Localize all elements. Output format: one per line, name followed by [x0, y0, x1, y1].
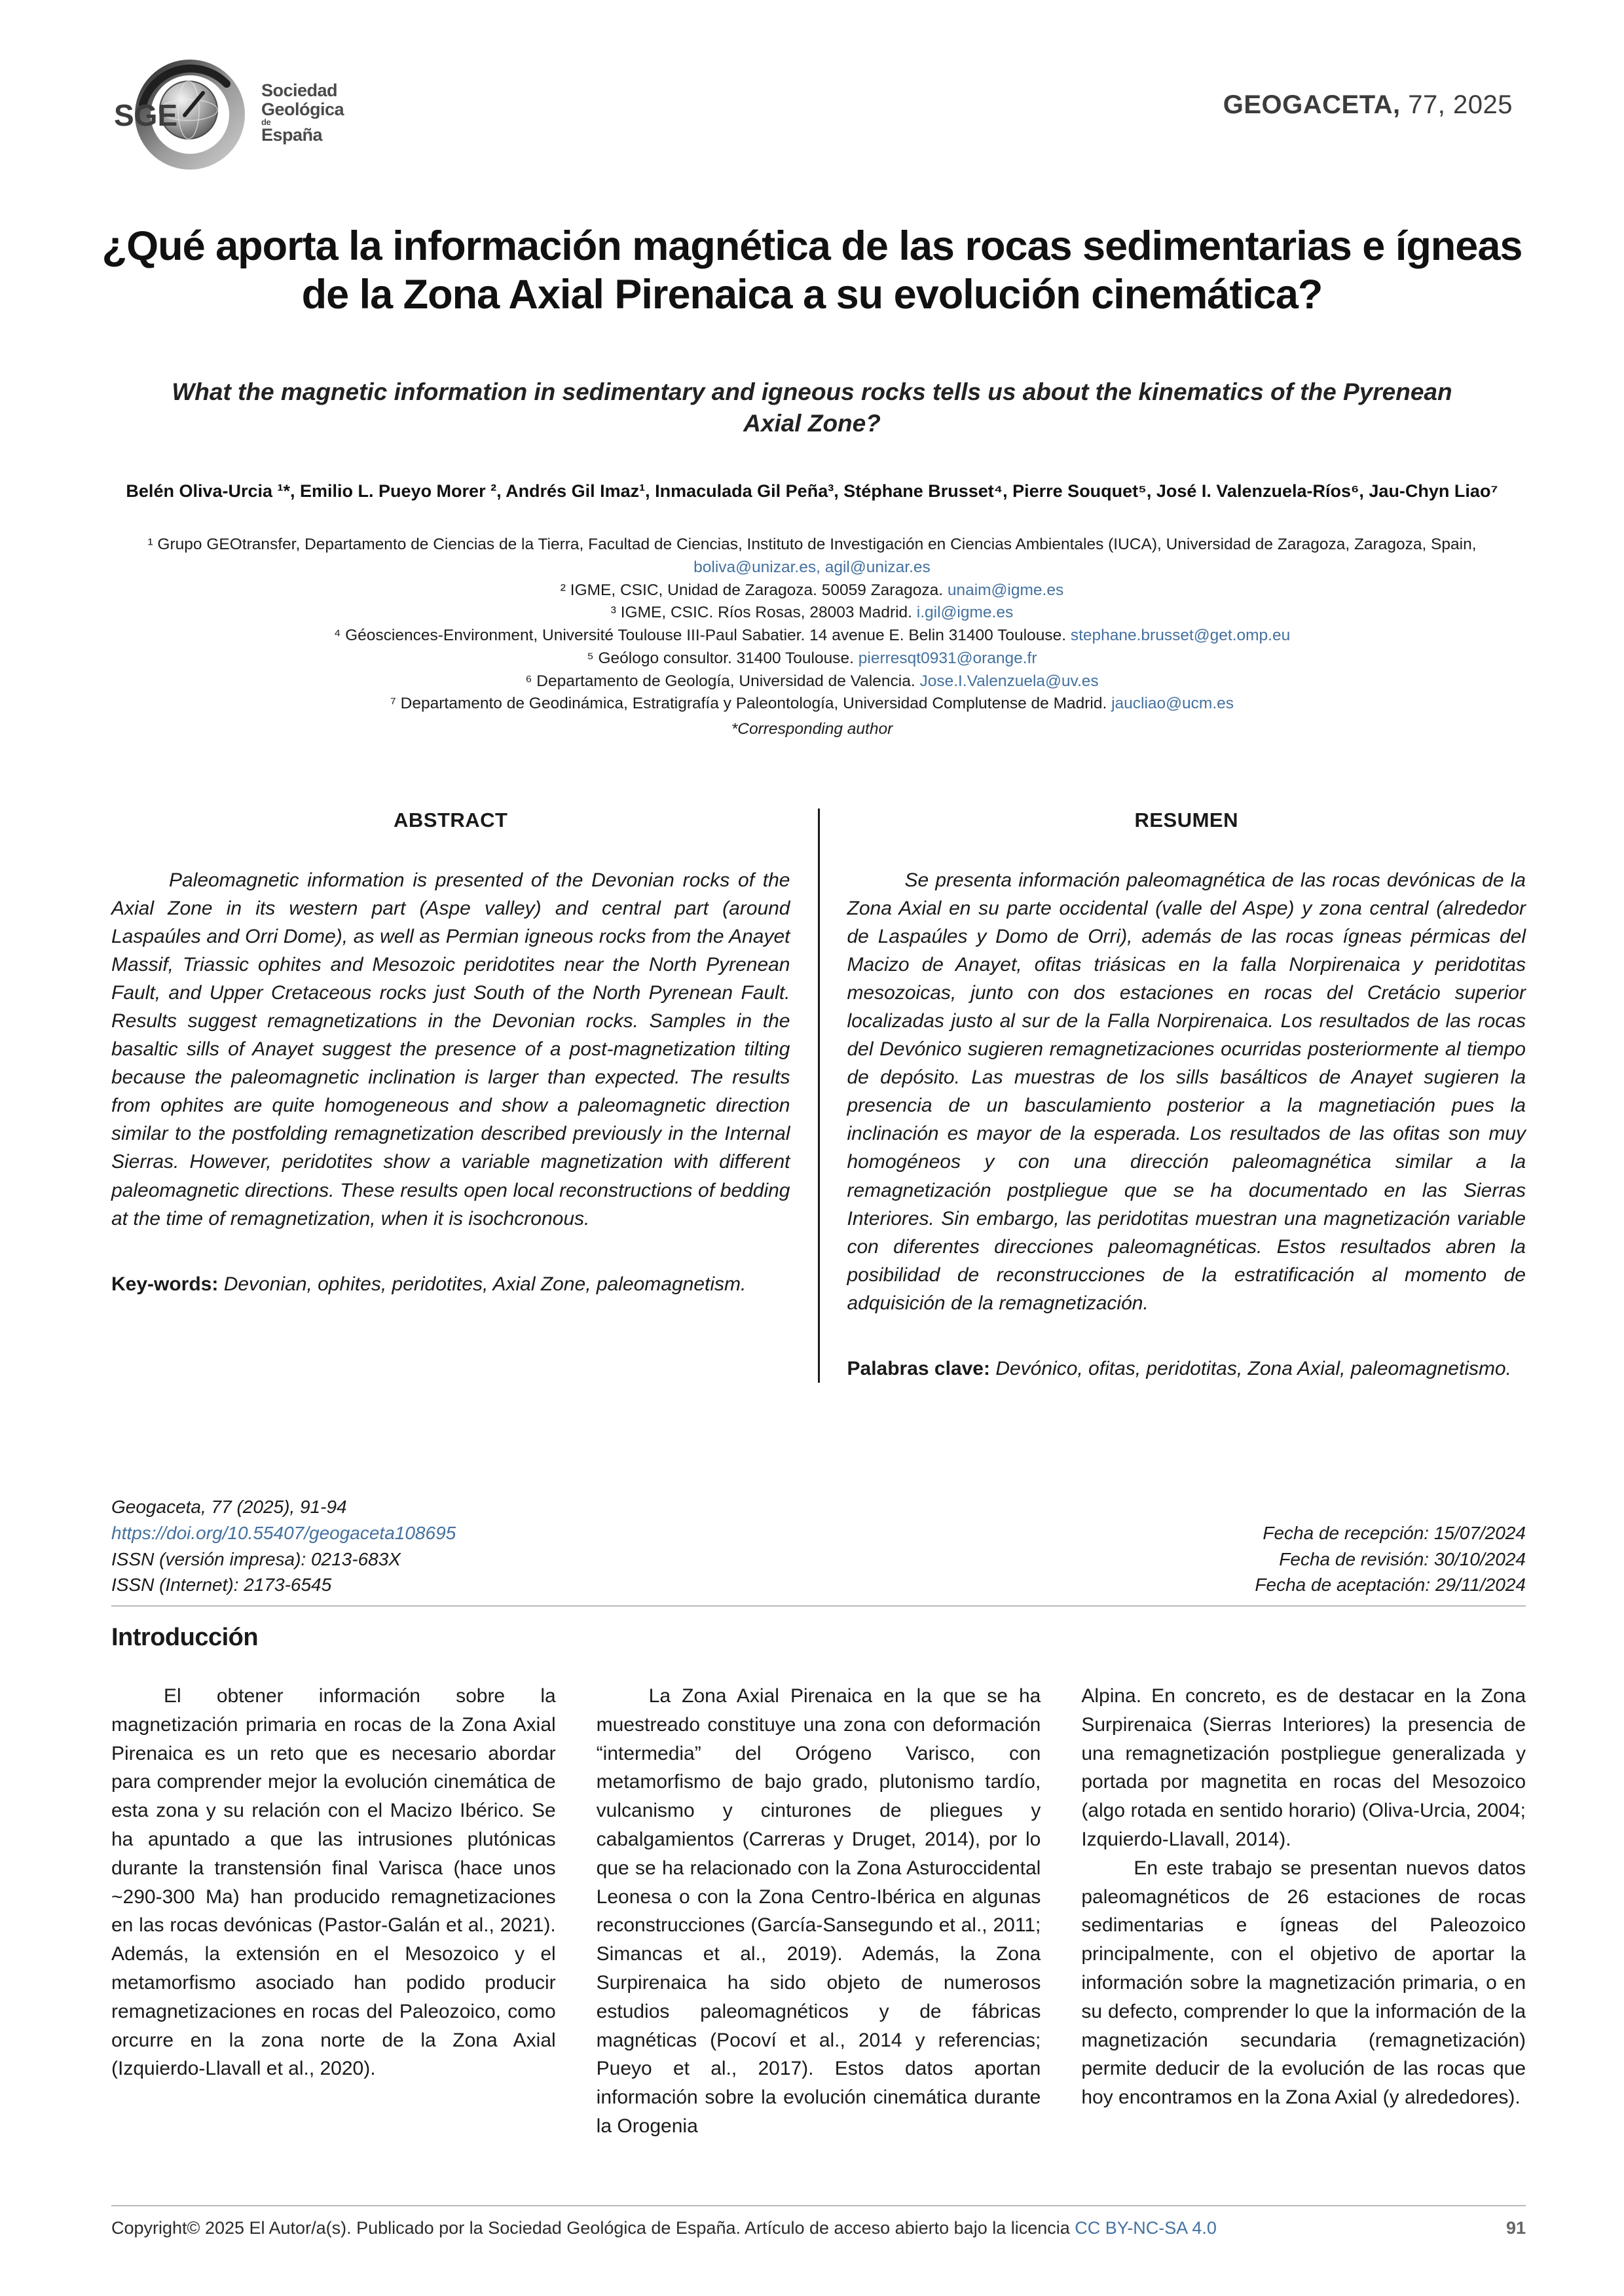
intro-column-1	[111, 1682, 556, 2141]
article-title-es: ¿Qué aporta la información magnética de las rocas sedimentarias e ígneas de la Zona Axial Pirenaica a su evolución cinemática?	[101, 223, 1522, 318]
intro-paragraph: El obtener información sobre la magnetización primaria en rocas de la Zona Axial Pirenaica es un reto que es necesario abordar para comprender mejor la evolución cinemática de esta zona y su relación con el Macizo Ibérico. Se ha apuntado a que las intrusiones plutónicas durante la transtensión final Varisca (hace unos ~290-300 Ma) han producido remagnetizaciones en las rocas devónicas (Pastor-Galán et al., 2021). Además, la extensión en el Mesozoico y el metamorfismo asociado han podido producir remagnetizaciones en rocas del Paleozoico, como orcurre en la zona norte de la Zona Axial (Izquierdo-Llavall et al., 2020).	[111, 1685, 556, 2080]
introduction-heading: Introducción	[111, 1624, 259, 1651]
logo-line-4: España	[261, 125, 323, 145]
logo-line-3: de	[261, 117, 271, 127]
sge-globe-icon	[111, 52, 252, 173]
email-link[interactable]: pierresqt0931@orange.fr	[858, 649, 1037, 667]
reception-date: Fecha de recepción: 15/07/2024	[1263, 1522, 1526, 1543]
affiliation-line	[98, 534, 1526, 579]
keywords-en	[111, 1271, 790, 1298]
dates-block	[1255, 1520, 1526, 1598]
affiliation-line	[98, 625, 1526, 647]
abstract-body: Paleomagnetic information is presented of the Devonian rocks of the Axial Zone in its western part (Aspe valley) and central part (around Laspaúles and Orri Dome), as well as Permian igneous rocks from the Anayet Massif, Triassic ophites and Mesozoic peridotites near the North Pyrenean Fault, and Upper Cretaceous rocks just South of the North Pyrenean Fault. Results suggest remagnetizations in the Devonian rocks. Samples in the basaltic sills of Anayet suggest the presence of a post-magnetization tilting because the paleomagnetic inclination is larger than expected. The results from ophites are quite homogeneous and show a paleomagnetic direction similar to the postfolding remagnetization described previously in the Internal Sierras. However, peridotites show a variable magnetization with different paleomagnetic directions. These results open local reconstructions of bedding at the time of remagnetization, when it is isochcronous.	[111, 869, 790, 1230]
affiliation-text: ² IGME, CSIC, Unidad de Zaragoza. 50059 Zaragoza.	[560, 581, 948, 599]
affiliation-line	[98, 647, 1526, 670]
page-footer	[111, 2218, 1526, 2238]
email-link[interactable]: Jose.I.Valenzuela@uv.es	[919, 672, 1099, 690]
footer-divider	[111, 2205, 1526, 2206]
author-list: Belén Oliva-Urcia ¹*, Emilio L. Pueyo Morer ², Andrés Gil Imaz¹, Inmaculada Gil Peña³, Stéphane Brusset⁴, Pierre Souquet⁵, José I. Valenzuela-Ríos⁶, Jau-Chyn Liao⁷	[126, 481, 1498, 501]
affiliation-text: ⁷ Departamento de Geodinámica, Estratigrafía y Paleontología, Universidad Complutense de Madrid.	[390, 695, 1112, 713]
email-link[interactable]: stephane.brusset@get.omp.eu	[1070, 627, 1291, 645]
journal-name: GEOGACETA,	[1223, 90, 1401, 119]
logo-wordmark	[261, 81, 344, 145]
palabras-clave-text: Devónico, ofitas, peridotitas, Zona Axial, paleomagnetismo.	[989, 1357, 1511, 1379]
affiliation-line	[98, 579, 1526, 602]
logo-line-2: Geológica	[261, 99, 344, 119]
copyright-notice	[111, 2218, 1217, 2238]
acceptance-date: Fecha de aceptación: 29/11/2024	[1255, 1575, 1526, 1595]
affiliation-text: ⁵ Geólogo consultor. 31400 Toulouse.	[587, 649, 858, 667]
email-link[interactable]: unaim@igme.es	[947, 581, 1064, 599]
resumen-column	[847, 809, 1526, 1383]
page-header	[111, 52, 1513, 173]
column-divider	[818, 809, 820, 1383]
logo-line-1: Sociedad	[261, 80, 338, 100]
abstract-heading: ABSTRACT	[394, 809, 508, 831]
section-divider	[111, 1605, 1526, 1607]
keywords-label: Key-words:	[111, 1273, 219, 1295]
issn-internet: ISSN (Internet): 2173-6545	[111, 1575, 332, 1595]
keywords-text: Devonian, ophites, peridotites, Axial Zone, paleomagnetism.	[218, 1273, 747, 1295]
email-link[interactable]: boliva@unizar.es, agil@unizar.es	[693, 558, 931, 576]
doi-link[interactable]: https://doi.org/10.55407/geogaceta108695	[111, 1522, 456, 1543]
email-link[interactable]: i.gil@igme.es	[916, 604, 1014, 622]
journal-issue: 77, 2025	[1400, 90, 1513, 119]
intro-paragraph: En este trabajo se presentan nuevos datos paleomagnéticos de 26 estaciones de rocas sedimentarias e ígneas del Paleozoico principalmente, con el objetivo de aportar la información sobre la magnetización primaria, o en su defecto, comprender lo que la información de la magnetización secundaria (remagnetización) permite deducir de la evolución de las rocas que hoy encontramos en la Zona Axial (y alrededores).	[1081, 1857, 1526, 2109]
affiliation-line	[98, 693, 1526, 716]
sge-logo	[111, 52, 344, 173]
copyright-text: Copyright© 2025 El Autor/a(s). Publicado por la Sociedad Geológica de España. Artículo de acceso abierto bajo la licencia	[111, 2218, 1075, 2238]
affiliation-line	[98, 670, 1526, 693]
citation-line: Geogaceta, 77 (2025), 91-94	[111, 1497, 347, 1517]
resumen-heading: RESUMEN	[1134, 809, 1238, 831]
issn-print: ISSN (versión impresa): 0213-683X	[111, 1548, 401, 1569]
intro-paragraph: La Zona Axial Pirenaica en la que se ha muestreado constituye una zona con deformación “intermedia” del Orógeno Varisco, con metamorfismo de bajo grado, plutonismo tardío, vulcanismo y cinturones de pliegues y cabalgamientos (Carreras y Druget, 2014), por lo que se ha relacionado con la Zona Asturoccidental Leonesa o con la Zona Centro-Ibérica en algunas reconstrucciones (García-Sansegundo et al., 2011; Simancas et al., 2019). Además, la Zona Surpirenaica ha sido objeto de numerosos estudios paleomagnéticos y de fábricas magnéticas (Pocoví et al., 2014 y referencias; Pueyo et al., 2017). Estos datos aportan información sobre la evolución cinemática durante la Orogenia	[596, 1685, 1041, 2137]
intro-column-3	[1081, 1682, 1526, 2141]
palabras-clave-label: Palabras clave:	[847, 1357, 990, 1379]
revision-date: Fecha de revisión: 30/10/2024	[1279, 1548, 1526, 1569]
citation-meta	[111, 1494, 1526, 1598]
corresponding-author-note: *Corresponding author	[731, 720, 893, 738]
resumen-body: Se presenta información paleomagnética de las rocas devónicas de la Zona Axial en su parte occidental (valle del Aspe) y zona central (alrededor de Laspaúles y Domo de Orri), además de las rocas ígneas pérmicas del Macizo de Anayet, ofitas triásicas en la falla Norpirenaica y peridotitas mesozoicas, junto con dos estaciones en rocas del Cretácio superior localizadas justo al sur de la Falla Norpirenaica. Los resultados de las rocas del Devónico sugieren remagnetizaciones ocurridas posteriormente al tiempo de depósito. Las muestras de los sills basálticos de Anayet sugieren la presencia de un basculamiento posterior a la magnetiación pues la inclinación es mayor de la esperada. Los resultados de las ofitas son muy homogéneos y con una dirección paleomagnética similar a la remagnetización postpliegue que se ha documentado en las Sierras Interiores. Sin embargo, las peridotitas muestran una magnetización variable con diferentes direcciones paleomagnéticas. Estos resultados abren la posibilidad de reconstrucciones de la estratificación al momento de adquisición de la remagnetización.	[847, 869, 1526, 1314]
affiliation-text: ¹ Grupo GEOtransfer, Departamento de Ciencias de la Tierra, Facultad de Ciencias, Instituto de Investigación en Ciencias Ambientales (IUCA), Universidad de Zaragoza, Zaragoza, Spain,	[147, 536, 1477, 553]
license-link[interactable]: CC BY-NC-SA 4.0	[1075, 2218, 1217, 2238]
article-title-en: What the magnetic information in sedimentary and igneous rocks tells us about the kinematics of the Pyrenean Axial Zone?	[172, 378, 1452, 437]
affiliation-text: ³ IGME, CSIC. Ríos Rosas, 28003 Madrid.	[610, 604, 917, 622]
citation-block	[111, 1494, 456, 1598]
affiliation-text: ⁶ Departamento de Geología, Universidad de Valencia.	[525, 672, 920, 690]
email-link[interactable]: jaucliao@ucm.es	[1111, 695, 1234, 713]
keywords-es	[847, 1355, 1526, 1383]
intro-paragraph: Alpina. En concreto, es de destacar en la Zona Surpirenaica (Sierras Interiores) la presencia de una remagnetización postpliegue generalizada y portada por magnetita en rocas del Mesozoico (algo rotada en sentido horario) (Oliva-Urcia, 2004; Izquierdo-Llavall, 2014).	[1081, 1685, 1526, 1850]
svg-text:SGE: SGE	[114, 98, 178, 132]
intro-column-2	[597, 1682, 1041, 2141]
abstract-section	[111, 809, 1526, 1383]
abstract-column	[111, 809, 790, 1383]
journal-reference	[1223, 90, 1513, 120]
affiliation-text: ⁴ Géosciences-Environment, Université Toulouse III-Paul Sabatier. 14 avenue E. Belin 31400 Toulouse.	[333, 627, 1071, 645]
page-number: 91	[1505, 2218, 1526, 2238]
affiliations	[98, 534, 1526, 741]
introduction-section	[111, 1624, 1526, 2141]
affiliation-line	[98, 602, 1526, 625]
